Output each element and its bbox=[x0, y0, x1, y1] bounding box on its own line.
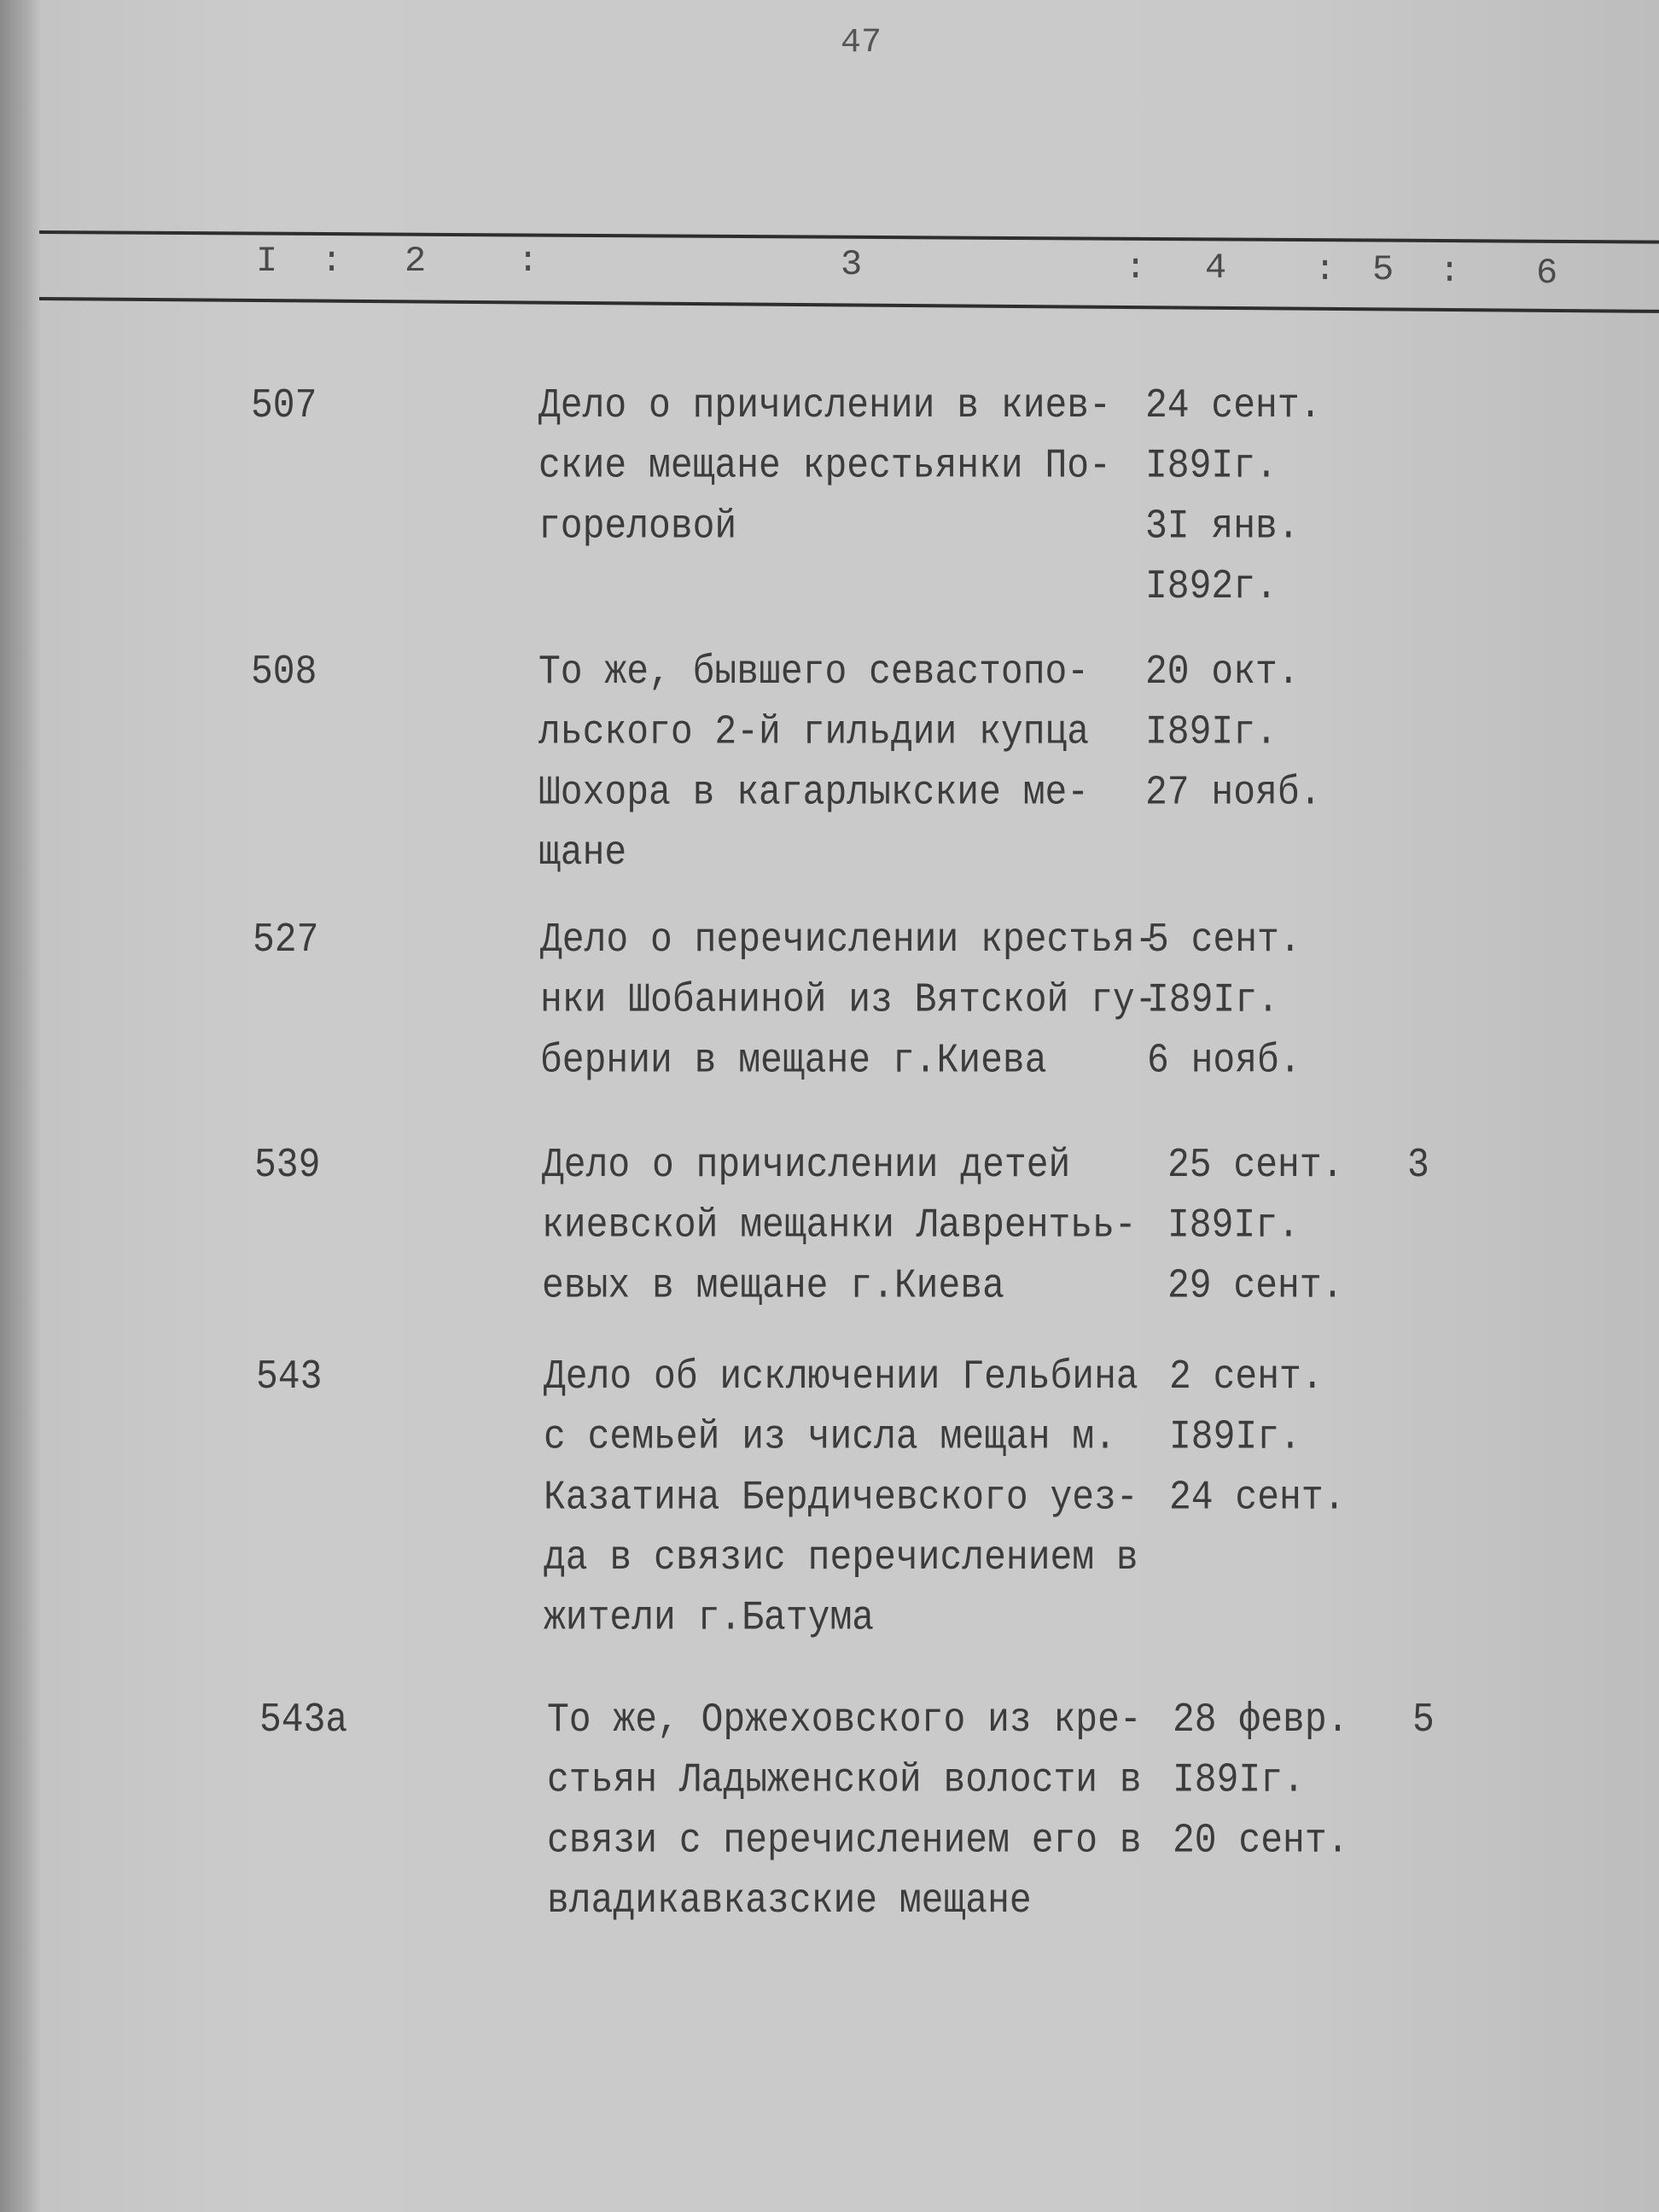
entry-date-line: 25 сент. bbox=[1167, 1141, 1344, 1189]
entry-dates bbox=[1145, 642, 1321, 823]
entry-title-line: льского 2-й гильдии купца bbox=[538, 708, 1090, 756]
entry-date-line: I89Iг. bbox=[1173, 1756, 1305, 1804]
column-header-6: 6 bbox=[1536, 253, 1558, 294]
entry-date-line: 2 сент. bbox=[1169, 1353, 1324, 1400]
column-separator: : bbox=[517, 241, 539, 282]
entry-date-line: I89Iг. bbox=[1169, 1413, 1301, 1461]
entry-date-line: I89Iг. bbox=[1167, 1202, 1300, 1249]
entry-date-line: 6 нояб. bbox=[1147, 1036, 1301, 1084]
entry-title-line: То же, Оржеховского из кре- bbox=[547, 1696, 1142, 1743]
entry-number: 508 bbox=[251, 648, 317, 696]
header-bottom-rule bbox=[39, 297, 1659, 313]
entry-date-line: 28 февр. bbox=[1173, 1696, 1349, 1743]
column-header-3: 3 bbox=[841, 244, 863, 285]
entry-date-line: 29 сент. bbox=[1167, 1261, 1344, 1309]
entry-title-line: стьян Ладыженской волости в bbox=[547, 1756, 1142, 1804]
entry-dates bbox=[1145, 375, 1321, 616]
column-separator: : bbox=[1125, 247, 1147, 288]
entry-number: 527 bbox=[253, 916, 319, 963]
entry-title-line: Шохора в кагарлыкские ме- bbox=[538, 768, 1090, 816]
column-header-5: 5 bbox=[1372, 249, 1394, 290]
column-separator: : bbox=[1314, 249, 1336, 290]
column-separator: : bbox=[321, 241, 343, 282]
entry-date-line: 24 сент. bbox=[1169, 1473, 1346, 1521]
entry-title bbox=[544, 1347, 1138, 1648]
entry-title-line: бернии в мещане г.Киева bbox=[540, 1036, 1047, 1084]
column-header-1: I bbox=[256, 241, 278, 282]
entry-title bbox=[542, 1135, 1137, 1316]
column-header-4: 4 bbox=[1205, 247, 1227, 288]
entry-sheet-count: 5 bbox=[1412, 1696, 1435, 1743]
entry-title bbox=[538, 642, 1089, 882]
entry-date-line: 5 сент. bbox=[1147, 916, 1301, 963]
entry-title-line: да в связис перечислением в bbox=[544, 1534, 1138, 1581]
entry-title-line: нки Шобаниной из Вятской гу- bbox=[540, 976, 1157, 1024]
entry-title bbox=[547, 1690, 1142, 1930]
entry-date-line: I89Iг. bbox=[1147, 976, 1279, 1024]
entry-date-line: I89Iг. bbox=[1145, 708, 1278, 756]
entry-title bbox=[538, 375, 1111, 556]
entry-title-line: То же, бывшего севастопо- bbox=[538, 648, 1090, 696]
entry-title-line: связи с перечислением его в bbox=[547, 1816, 1142, 1864]
entry-title-line: гореловой bbox=[538, 502, 737, 550]
entry-title-line: Казатина Бердичевского уез- bbox=[544, 1473, 1138, 1521]
page-number: 47 bbox=[841, 24, 882, 62]
entry-title-line: Дело о причислении детей bbox=[542, 1141, 1071, 1189]
entry-sheet-count: 3 bbox=[1407, 1141, 1429, 1189]
entry-title-line: щане bbox=[538, 829, 627, 876]
entry-date-line: 27 нояб. bbox=[1145, 768, 1322, 816]
entry-number: 543 bbox=[256, 1353, 323, 1400]
entry-number: 543а bbox=[259, 1696, 348, 1743]
entry-title bbox=[540, 910, 1157, 1091]
column-separator: : bbox=[1439, 251, 1461, 292]
entry-date-line: 3I янв. bbox=[1145, 502, 1300, 550]
entry-number: 539 bbox=[254, 1141, 321, 1189]
entry-dates bbox=[1147, 910, 1301, 1091]
entry-title-line: владикавказские мещане bbox=[547, 1877, 1032, 1924]
entry-dates bbox=[1169, 1347, 1345, 1528]
entry-date-line: 24 сент. bbox=[1145, 381, 1322, 429]
column-header-2: 2 bbox=[405, 241, 427, 282]
entry-dates bbox=[1167, 1135, 1343, 1316]
entry-title-line: киевской мещанки Лаврентьь- bbox=[542, 1202, 1137, 1249]
entry-date-line: I892г. bbox=[1145, 562, 1278, 610]
header-top-rule bbox=[39, 230, 1659, 244]
entry-title-line: Дело о перечислении крестья- bbox=[540, 916, 1157, 963]
entry-date-line: 20 окт. bbox=[1145, 648, 1300, 696]
entry-title-line: Дело о причислении в киев- bbox=[538, 381, 1111, 429]
entry-title-line: с семьей из числа мещан м. bbox=[544, 1413, 1116, 1461]
entry-date-line: I89Iг. bbox=[1145, 442, 1278, 490]
entry-title-line: Дело об исключении Гельбина bbox=[544, 1353, 1138, 1400]
entry-title-line: жители г.Батума bbox=[544, 1594, 875, 1641]
entry-title-line: ские мещане крестьянки По- bbox=[538, 442, 1111, 490]
entry-dates bbox=[1173, 1690, 1348, 1871]
entry-number: 507 bbox=[251, 381, 317, 429]
entry-date-line: 20 сент. bbox=[1173, 1816, 1349, 1864]
entry-title-line: евых в мещане г.Киева bbox=[542, 1261, 1004, 1309]
